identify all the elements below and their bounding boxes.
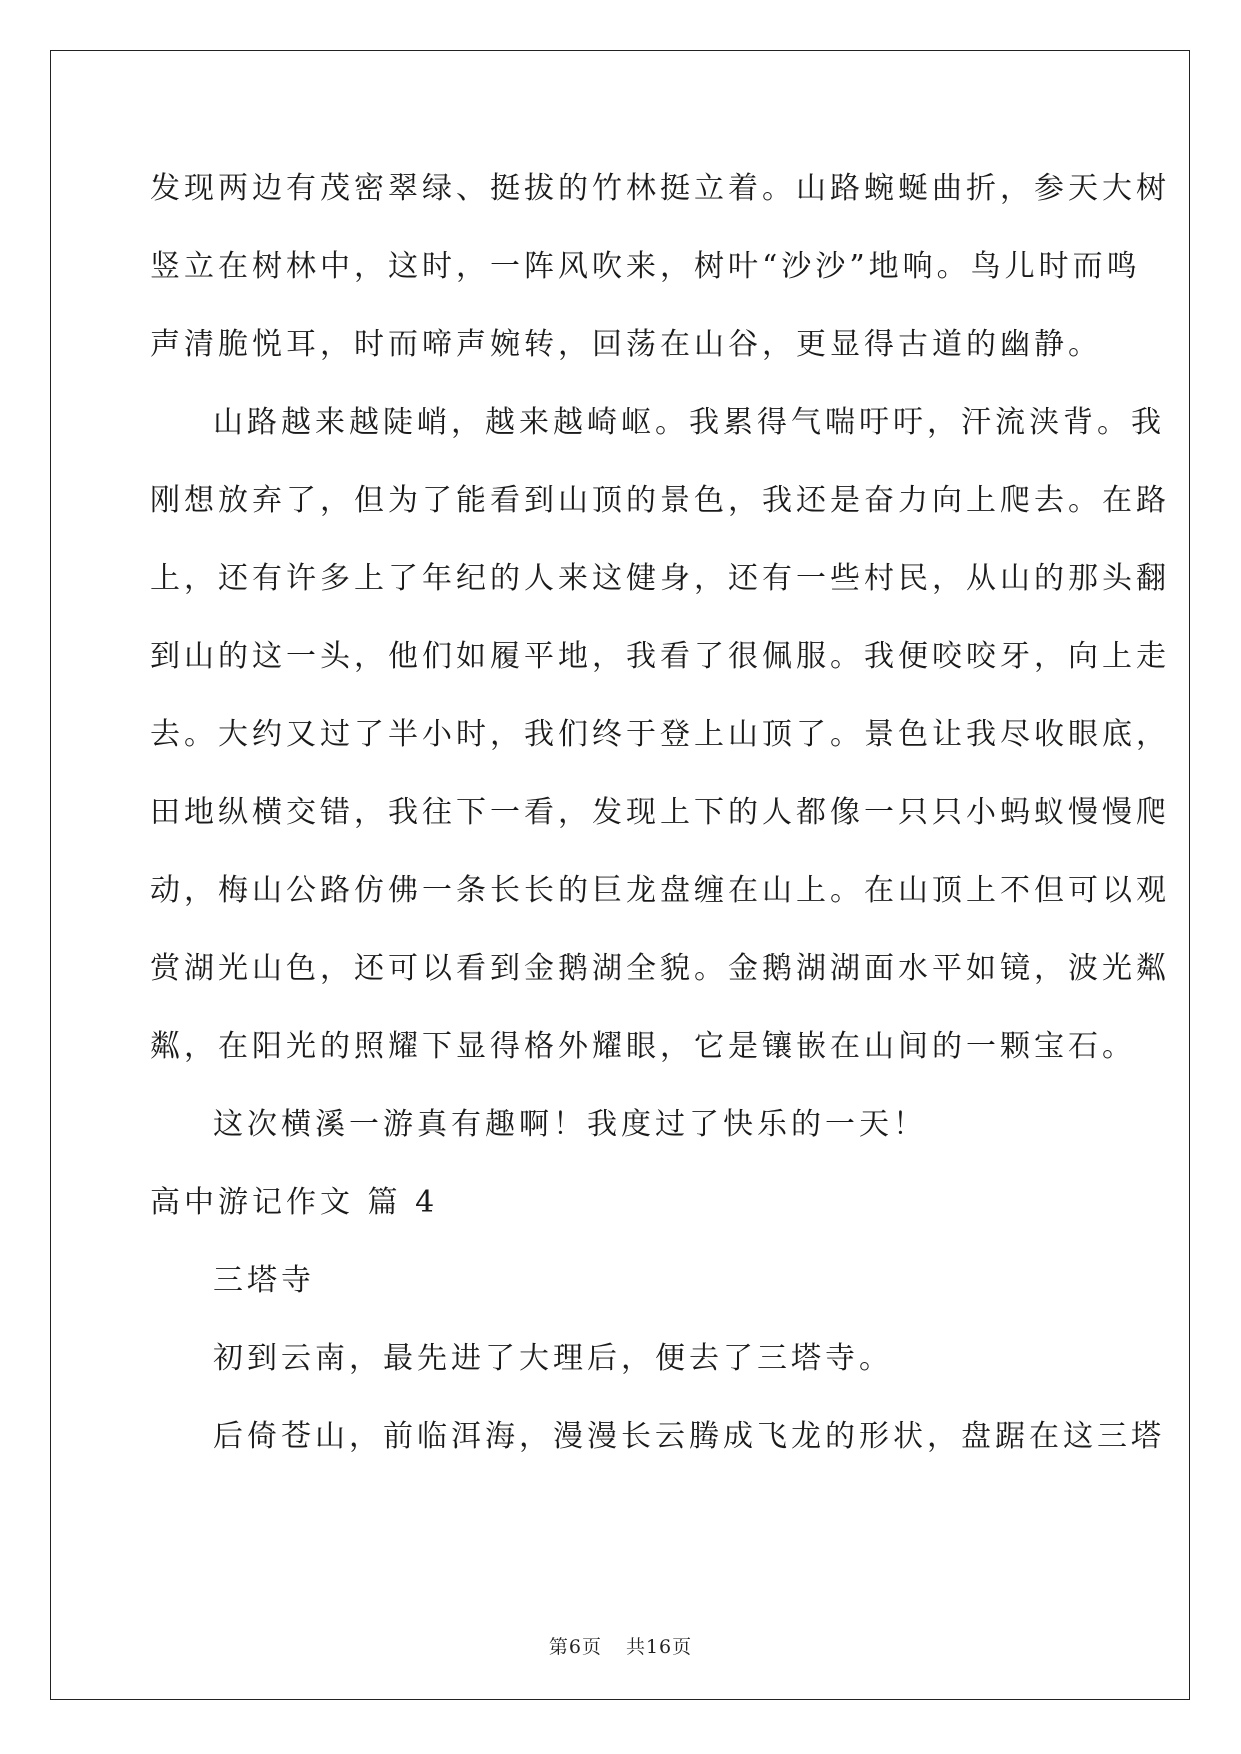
section-heading: 高中游记作文 篇 4 bbox=[150, 1185, 439, 1220]
text-line: 发现两边有茂密翠绿、挺拔的竹林挺立着。山路蜿蜒曲折，参天大树 bbox=[150, 171, 1170, 206]
text-line: 声清脆悦耳，时而啼声婉转，回荡在山谷，更显得古道的幽静。 bbox=[150, 327, 1102, 362]
text-line: 到山的这一头，他们如履平地，我看了很佩服。我便咬咬牙，向上走 bbox=[150, 639, 1170, 674]
page-footer bbox=[0, 1632, 1241, 1659]
text-line: 去。大约又过了半小时，我们终于登上山顶了。景色让我尽收眼底， bbox=[150, 717, 1170, 752]
text-line: 竖立在树林中，这时，一阵风吹来，树叶“沙沙”地响。鸟儿时而鸣 bbox=[150, 249, 1141, 284]
text-line: 山路越来越陡峭，越来越崎岖。我累得气喘吁吁，汗流浃背。我 bbox=[213, 405, 1165, 440]
page-number: 第6页 bbox=[548, 1636, 602, 1658]
text-line: 动，梅山公路仿佛一条长长的巨龙盘缠在山上。在山顶上不但可以观 bbox=[150, 873, 1170, 908]
text-line: 后倚苍山，前临洱海，漫漫长云腾成飞龙的形状，盘踞在这三塔 bbox=[213, 1419, 1165, 1454]
page-total: 共16页 bbox=[625, 1636, 693, 1658]
document-body bbox=[150, 150, 1170, 1476]
text-line: 赏湖光山色，还可以看到金鹅湖全貌。金鹅湖湖面水平如镜，波光粼 bbox=[150, 951, 1170, 986]
text-line: 刚想放弃了，但为了能看到山顶的景色，我还是奋力向上爬去。在路 bbox=[150, 483, 1170, 518]
text-line: 田地纵横交错，我往下一看，发现上下的人都像一只只小蚂蚁慢慢爬 bbox=[150, 795, 1170, 830]
text-line: 上，还有许多上了年纪的人来这健身，还有一些村民，从山的那头翻 bbox=[150, 561, 1170, 596]
essay-title: 三塔寺 bbox=[213, 1263, 315, 1298]
text-line: 这次横溪一游真有趣啊！我度过了快乐的一天！ bbox=[213, 1107, 927, 1142]
text-line: 粼，在阳光的照耀下显得格外耀眼，它是镶嵌在山间的一颗宝石。 bbox=[150, 1029, 1136, 1064]
text-line: 初到云南，最先进了大理后，便去了三塔寺。 bbox=[213, 1341, 893, 1376]
